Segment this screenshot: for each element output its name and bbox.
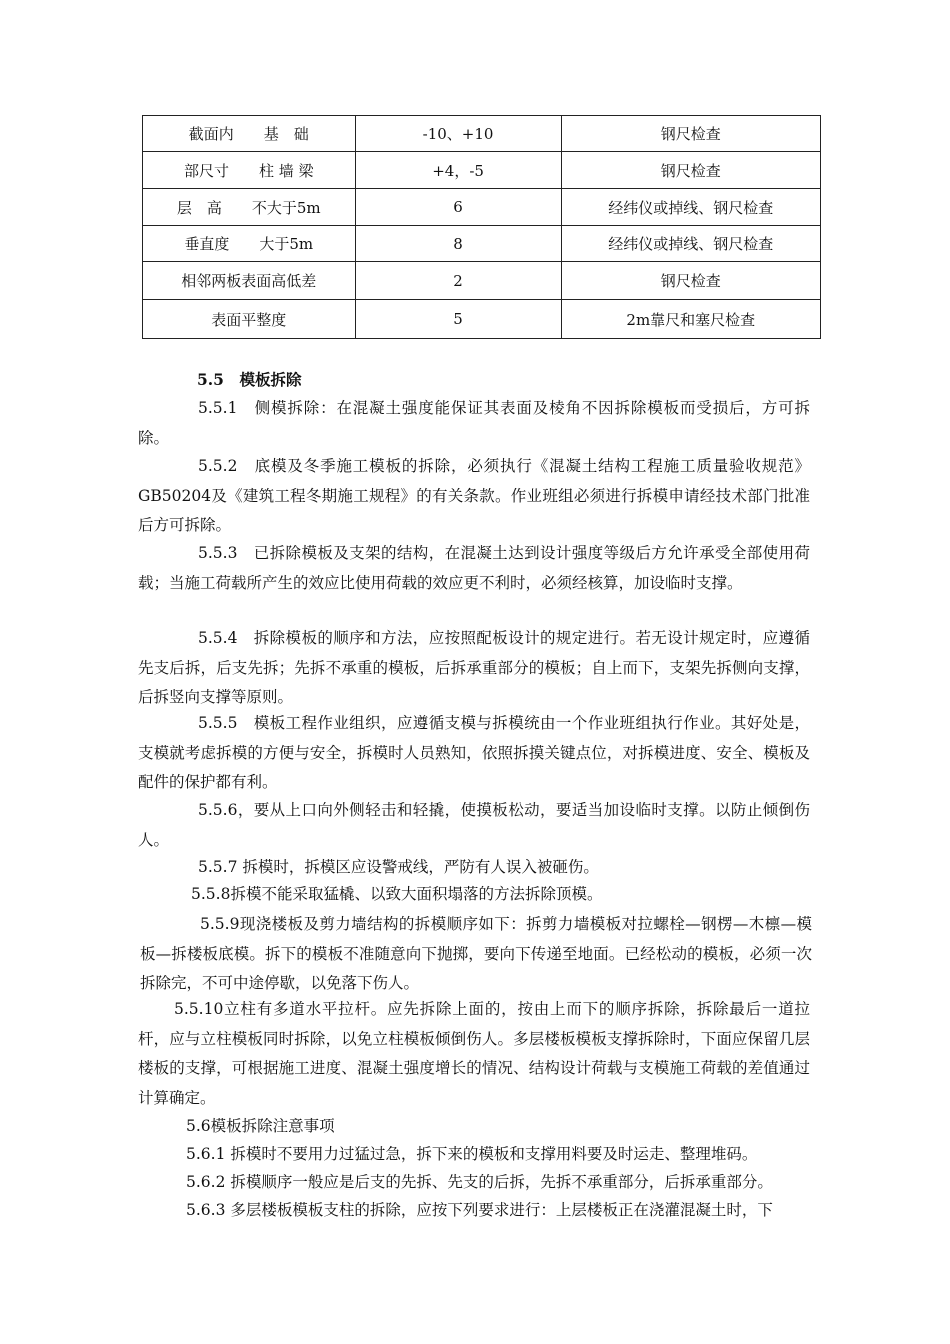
paragraph-5-5-6: 5.5.6，要从上口向外侧轻击和轻撬，使摸板松动，要适当加设临时支撑。以防止倾倒伤人。 [138, 801, 810, 849]
table-cell: 经纬仪或掉线、钢尺检查 [561, 189, 820, 226]
table-cell: 表面平整度 [143, 300, 356, 339]
table-cell: 层 高 不大于5m [143, 189, 356, 226]
table-cell: 钢尺检查 [561, 116, 820, 152]
table-cell: 部尺寸 柱 墙 梁 [143, 152, 356, 189]
paragraph-5-6-1: 5.6.1 拆模时不要用力过猛过急，拆下来的模板和支撑用料要及时运走、整理堆码。 [186, 1145, 758, 1163]
tolerance-table [142, 115, 821, 339]
paragraph-5-5-7: 5.5.7 拆模时，拆模区应设警戒线，严防有人误入被砸伤。 [198, 858, 599, 876]
table-row [143, 152, 821, 189]
paragraph-5-5-5: 5.5.5 模板工程作业组织，应遵循支模与拆模统由一个作业班组执行作业。其好处是，支模就考虑拆模的方便与安全，拆模时人员熟知，依照拆摸关键点位，对拆模进度、安全、模板及配件的保护都有利。 [138, 714, 810, 791]
paragraph-5-5-9: 5.5.9现浇楼板及剪力墙结构的拆模顺序如下：拆剪力墙模板对拉螺栓—钢楞—木檩—模板—拆楼板底模。拆下的模板不准随意向下抛掷，要向下传递至地面。已经松动的模板，必须一次拆除完，不可中途停歇，以免落下伤人。 [140, 915, 812, 992]
table-cell: 8 [355, 226, 561, 262]
table-row [143, 262, 821, 300]
table-cell: 经纬仪或掉线、钢尺检查 [561, 226, 820, 262]
table-cell: 钢尺检查 [561, 152, 820, 189]
paragraph-5-5-10: 5.5.10立柱有多道水平拉杆。应先拆除上面的，按由上而下的顺序拆除，拆除最后一道拉杆，应与立柱模板同时拆除，以免立柱模板倾倒伤人。多层楼板模板支撑拆除时，下面应保留几层楼板的支撑，可根据施工进度、混凝土强度增长的情况、结构设计荷载与支模施工荷载的差值通过计算确定。 [138, 1000, 810, 1107]
table-row [143, 226, 821, 262]
table-cell: -10、+10 [355, 116, 561, 152]
table-cell: 5 [355, 300, 561, 339]
table-cell: 6 [355, 189, 561, 226]
table-cell: +4，-5 [355, 152, 561, 189]
table-cell: 截面内 基 础 [143, 116, 356, 152]
table-row [143, 116, 821, 152]
table-cell: 垂直度 大于5m [143, 226, 356, 262]
paragraph-5-6-3: 5.6.3 多层楼板模板支柱的拆除，应按下列要求进行：上层楼板正在浇灌混凝土时，下 [186, 1201, 773, 1219]
paragraph-5-5-8: 5.5.8拆模不能采取猛橇、以致大面积塌落的方法拆除顶模。 [191, 885, 603, 903]
table-row [143, 300, 821, 339]
paragraph-5-5-2: 5.5.2 底模及冬季施工模板的拆除，必须执行《混凝土结构工程施工质量验收规范》GB50204及《建筑工程冬期施工规程》的有关条款。作业班组必须进行拆模申请经技术部门批准后方可拆除。 [138, 457, 810, 534]
paragraph-5-5-4: 5.5.4 拆除模板的顺序和方法，应按照配板设计的规定进行。若无设计规定时，应遵循先支后拆，后支先拆；先拆不承重的模板，后拆承重部分的模板；自上而下，支架先拆侧向支撑，后拆竖向支撑等原则。 [138, 629, 810, 706]
section-heading: 5.5 模板拆除 [197, 370, 302, 389]
paragraph-5-5-1: 5.5.1 侧模拆除：在混凝土强度能保证其表面及棱角不因拆除模板而受损后，方可拆除。 [138, 399, 810, 447]
paragraph-5-5-3: 5.5.3 已拆除模板及支架的结构，在混凝土达到设计强度等级后方允许承受全部使用荷载；当施工荷载所产生的效应比使用荷载的效应更不利时，必须经核算，加设临时支撑。 [138, 544, 810, 592]
table-cell: 2m靠尺和塞尺检查 [561, 300, 820, 339]
table-cell: 相邻两板表面高低差 [143, 262, 356, 300]
table-cell: 2 [355, 262, 561, 300]
paragraph-5-6-2: 5.6.2 拆模顺序一般应是后支的先拆、先支的后拆，先拆不承重部分，后拆承重部分。 [186, 1173, 773, 1191]
table-row [143, 189, 821, 226]
subsection-heading-5-6: 5.6模板拆除注意事项 [186, 1117, 335, 1135]
table-cell: 钢尺检查 [561, 262, 820, 300]
